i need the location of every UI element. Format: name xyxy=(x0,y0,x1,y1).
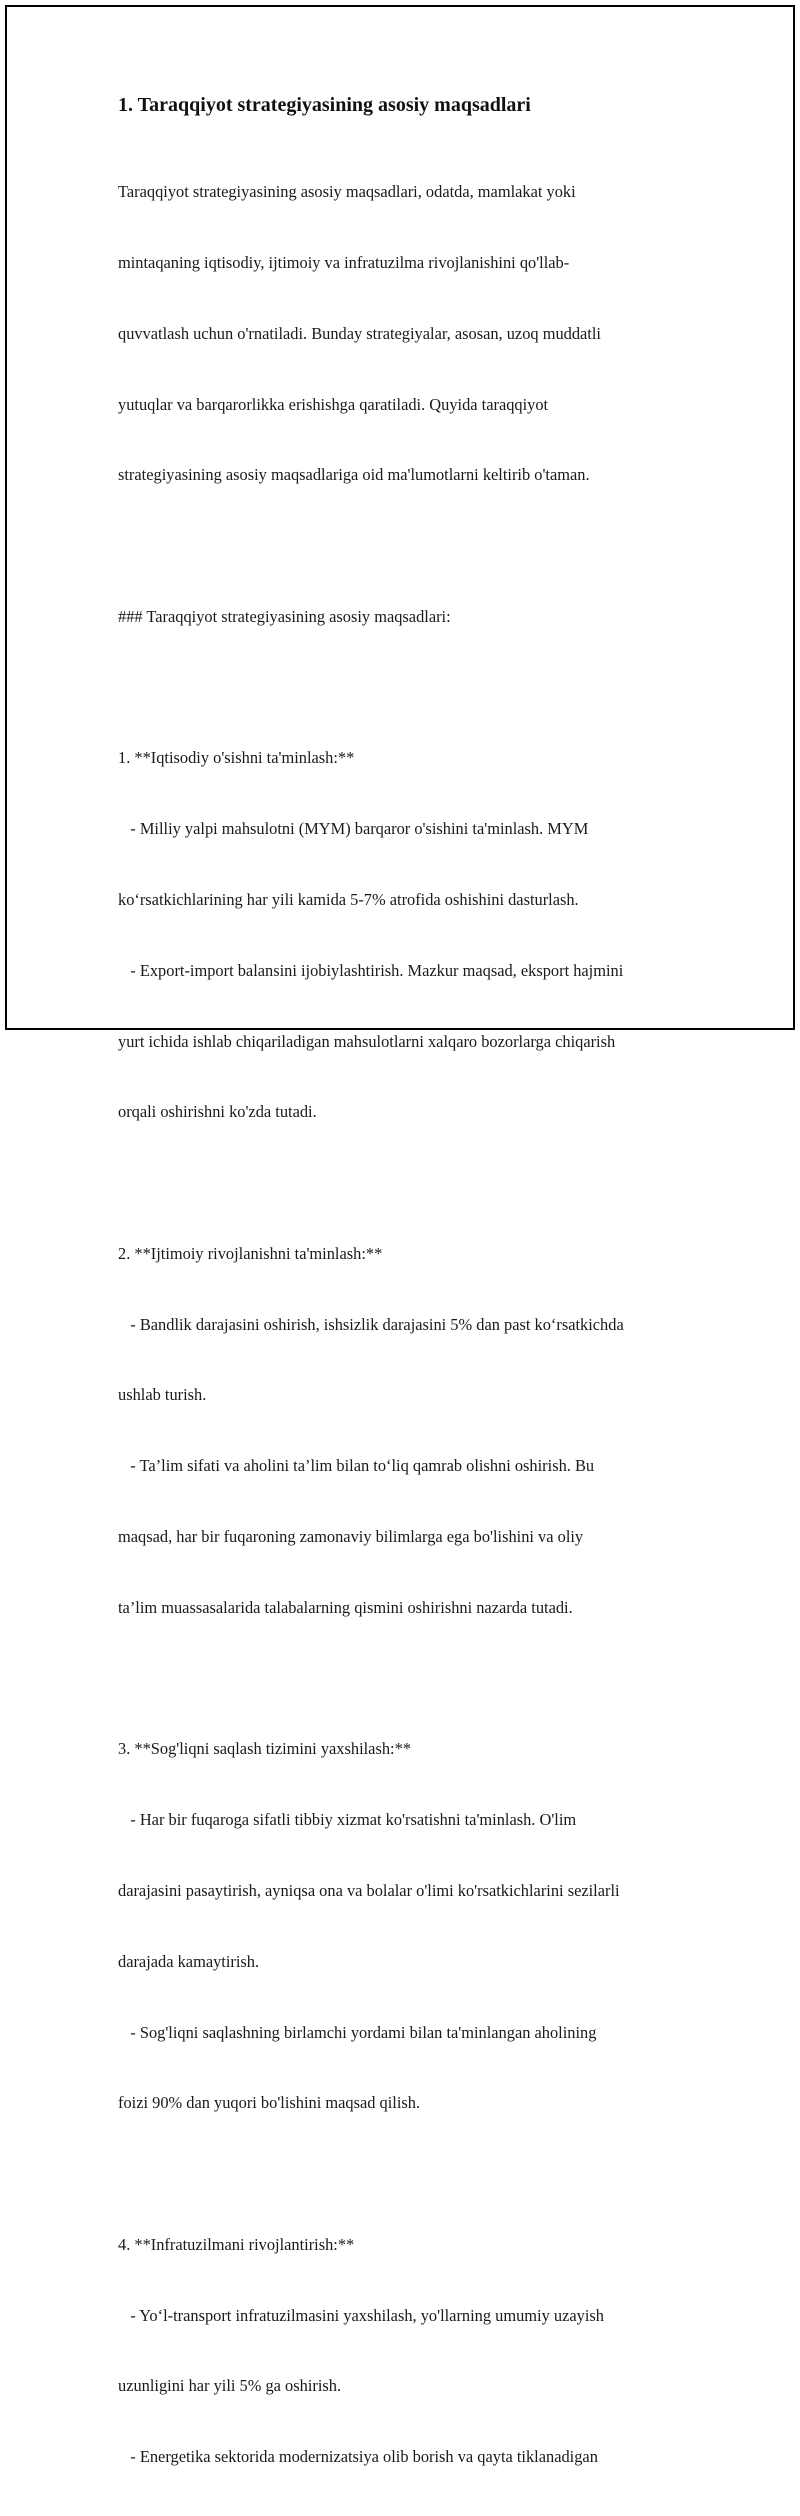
section-social-development xyxy=(118,1195,690,1667)
section-line: - Yo‘l-transport infratuzilmasini yaxshilash, yo'llarning umumiy uzayish xyxy=(118,2305,604,2325)
section-line: yurt ichida ishlab chiqariladigan mahsulotlarni xalqaro bozorlarga chiqarish xyxy=(118,1031,616,1051)
intro-paragraph xyxy=(118,133,690,534)
section-line: ko‘rsatkichlarining har yili kamida 5-7% atrofida oshishini dasturlash. xyxy=(118,890,579,909)
section-line: darajada kamaytirish. xyxy=(118,1951,260,1971)
spacer xyxy=(118,676,690,700)
section-line: darajasini pasaytirish, ayniqsa ona va bolalar o'limi ko'rsatkichlarini sezilarli xyxy=(118,1880,620,1900)
intro-line: Taraqqiyot strategiyasining asosiy maqsadlari, odatda, mamlakat yoki xyxy=(118,182,576,202)
section-line: 1. **Iqtisodiy o'sishni ta'minlash:** xyxy=(118,748,355,768)
intro-line: mintaqaning iqtisodiy, ijtimoiy va infratuzilma rivojlanishini qo'llab- xyxy=(118,252,570,272)
section-economic-growth xyxy=(118,699,690,1171)
document-body xyxy=(118,93,690,2516)
spacer xyxy=(118,1171,690,1195)
page-title: 1. Taraqqiyot strategiyasining asosiy maqsadlari xyxy=(118,94,531,116)
intro-line: quvvatlash uchun o'rnatiladi. Bunday strategiyalar, asosan, uzoq muddatli xyxy=(118,323,601,343)
subheading xyxy=(118,558,690,676)
section-line: orqali oshirishni ko'zda tutadi. xyxy=(118,1102,317,1122)
spacer xyxy=(118,1667,690,1691)
spacer xyxy=(118,534,690,558)
section-line: ta’lim muassasalarida talabalarning qismini oshirishni nazarda tutadi. xyxy=(118,1597,573,1617)
section-line: - Ta’lim sifati va aholini ta’lim bilan to‘liq qamrab olishni oshirish. Bu xyxy=(118,1456,595,1476)
section-healthcare xyxy=(118,1690,690,2162)
section-line: 3. **Sog'liqni saqlash tizimini yaxshilash:** xyxy=(118,1739,411,1759)
section-line: uzunligini har yili 5% ga oshirish. xyxy=(118,2376,342,2396)
intro-line: yutuqlar va barqarorlikka erishishga qaratiladi. Quyida taraqqiyot xyxy=(118,394,549,414)
section-infrastructure xyxy=(118,2186,690,2516)
section-line: - Har bir fuqaroga sifatli tibbiy xizmat ko'rsatishni ta'minlash. O'lim xyxy=(118,1810,577,1830)
section-line: - Energetika sektorida modernizatsiya olib borish va qayta tiklanadigan xyxy=(118,2447,598,2467)
section-line: 2. **Ijtimoiy rivojlanishni ta'minlash:** xyxy=(118,1243,383,1263)
section-line: foizi 90% dan yuqori bo'lishini maqsad qilish. xyxy=(118,2093,421,2113)
section-line: maqsad, har bir fuqaroning zamonaviy bilimlarga ega bo'lishini va oliy xyxy=(118,1527,584,1547)
section-line: ushlab turish. xyxy=(118,1385,207,1405)
section-line: - Export-import balansini ijobiylashtirish. Mazkur maqsad, eksport hajmini xyxy=(118,960,624,980)
intro-line: strategiyasining asosiy maqsadlariga oid ma'lumotlarni keltirib o'taman. xyxy=(118,465,590,485)
subheading-text: ### Taraqqiyot strategiyasining asosiy maqsadlari: xyxy=(118,606,451,626)
section-line: 4. **Infratuzilmani rivojlantirish:** xyxy=(118,2234,355,2254)
section-line: - Milliy yalpi mahsulotni (MYM) barqaror o'sishini ta'minlash. MYM xyxy=(118,819,589,839)
spacer xyxy=(118,2162,690,2186)
section-line: - Bandlik darajasini oshirish, ishsizlik darajasini 5% dan past ko‘rsatkichda xyxy=(118,1314,624,1334)
section-line: - Sog'liqni saqlashning birlamchi yordami bilan ta'minlangan aholining xyxy=(118,2022,597,2042)
